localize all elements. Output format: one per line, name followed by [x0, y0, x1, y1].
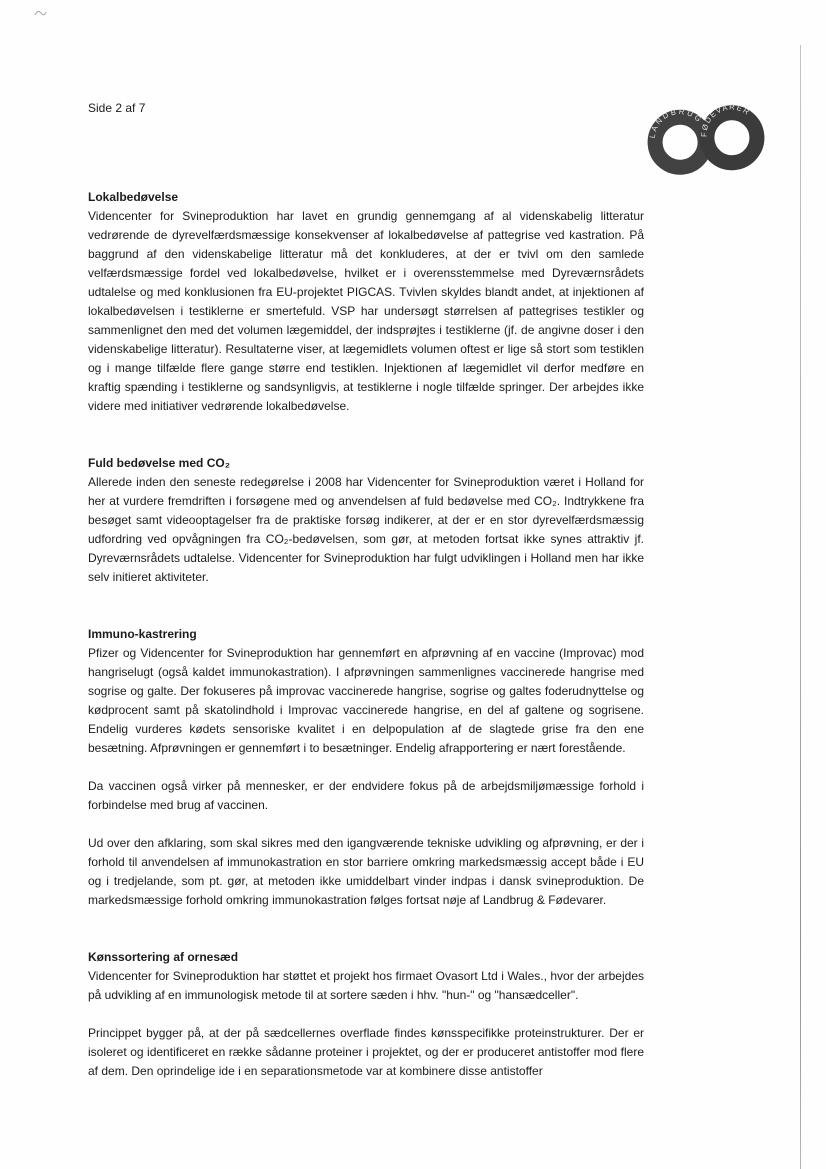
section-fuld-bedovelse-co2	[88, 454, 644, 587]
paragraph: Da vaccinen også virker på mennesker, er der endvidere fokus på de arbejdsmiljømæssige forhold i forbindelse med brug af vaccinen.	[88, 779, 644, 812]
section-heading: Lokalbedøvelse	[88, 190, 179, 204]
paragraph: Princippet bygger på, at der på sædcellernes overflade findes kønsspecifikke proteinstrukturer. Der er isoleret og identificeret en række sådanne proteiner i projektet, og der er produceret antistoffer mod flere af dem. Den oprindelige ide i en separationsmetode var at kombinere disse antistoffer	[88, 1026, 644, 1078]
section-immuno-kastrering	[88, 625, 644, 910]
document-body	[88, 188, 644, 1081]
pen-mark	[34, 8, 48, 18]
paragraph: Pfizer og Videncenter for Svineproduktion har gennemført en afprøvning af en vaccine (Improvac) mod hangriselugt (også kaldet immunokastration). I afprøvningen sammenlignes vaccinerede hangrise med sogrise og galte. Der fokuseres på improvac vaccinerede hangrise, sogrise og galtes foderudnyttelse og kødprocent samt på skatolindhold i Improvac vaccinerede hangrise, en del af galtene og sogrisene. Endelig vurderes kødets sensoriske kvalitet i en delpopulation af de slagtede grise fra den ene besætning. Afprøvningen er gennemført i to besætninger. Endelig afrapportering er nært forestående.	[88, 646, 644, 755]
logo-left-text: LANDBRUG	[647, 106, 705, 139]
section-konssortering-ornesaed	[88, 948, 644, 1081]
section-lokalbedovelse	[88, 188, 644, 416]
paragraph: Ud over den afklaring, som skal sikres med den igangværende tekniske udvikling og afprøvning, er der i forhold til anvendelsen af immunokastration en stor barriere omkring markedsmæssig accept både i EU og i tredjelande, som pt. gør, at metoden ikke umiddelbart vinder indpas i dansk svineproduktion. De markedsmæssige forhold omkring immunokastration følges fortsat nøje af Landbrug & Fødevarer.	[88, 836, 644, 907]
paragraph: Videncenter for Svineproduktion har lavet en grundig gennemgang af al videnskabelig litteratur vedrørende de dyrevelfærdsmæssige konsekvenser af lokalbedøvelse af pattegrise ved kastration. På baggrund af den videnskabelige litteratur må det konkluderes, at der er tvivl om den samlede velfærdsmæssige fordel ved lokalbedøvelse, hvilket er i overensstemmelse med Dyreværnsrådets udtalelse og med konklusionen fra EU-projektet PIGCAS. Tvivlen skyldes blandt andet, at injektionen af lokalbedøvelsen i testiklerne er smertefuld. VSP har undersøgt størrelsen af pattegrises testikler og sammenlignet den med det volumen lægemiddel, der indsprøjtes i testiklerne (jf. de angivne doser i den videnskabelige litteratur). Resultaterne viser, at lægemidlets volumen oftest er lige så stort som testiklen og i mange tilfælde flere gange større end testiklen. Injektionen af lægemidlet vil derfor medføre en kraftig spænding i testiklerne og sandsynligvis, at testiklerne i nogle tilfælde springer. Der arbejdes ikke videre med initiativer vedrørende lokalbedøvelse.	[88, 209, 644, 413]
paragraph: Videncenter for Svineproduktion har støttet et projekt hos firmaet Ovasort Ltd i Wales., hvor der arbejdes på udvikling af en immunologisk metode til at sortere sæden i hhv. "hun-" og "hansædceller".	[88, 969, 644, 1002]
logo-right-text: FØDEVARER	[699, 102, 752, 138]
scan-artifact-line	[800, 45, 801, 1169]
paragraph: Allerede inden den seneste redegørelse i 2008 har Videncenter for Svineproduktion været i Holland for her at vurdere fremdriften i forsøgene med og anvendelsen af fuld bedøvelse med CO₂. Indtrykkene fra besøget samt videooptagelser fra de praktiske forsøg indikerer, at der er en stor dyrevelfærdsmæssig udfordring ved opvågningen fra CO₂-bedøvelsen, som gør, at metoden fortsat ikke synes attraktiv jf. Dyreværnsrådets udtalelse. Videncenter for Svineproduktion har fulgt udviklingen i Holland men har ikke selv initieret aktiviteter.	[88, 475, 644, 584]
section-heading: Immuno-kastrering	[88, 627, 197, 641]
landbrug-fodevarer-stamp-icon	[644, 96, 768, 184]
section-heading: Fuld bedøvelse med CO₂	[88, 456, 231, 470]
section-heading: Kønssortering af ornesæd	[88, 950, 239, 964]
page-number: Side 2 af 7	[88, 101, 146, 115]
landbrug-fodevarer-logo	[644, 96, 768, 184]
